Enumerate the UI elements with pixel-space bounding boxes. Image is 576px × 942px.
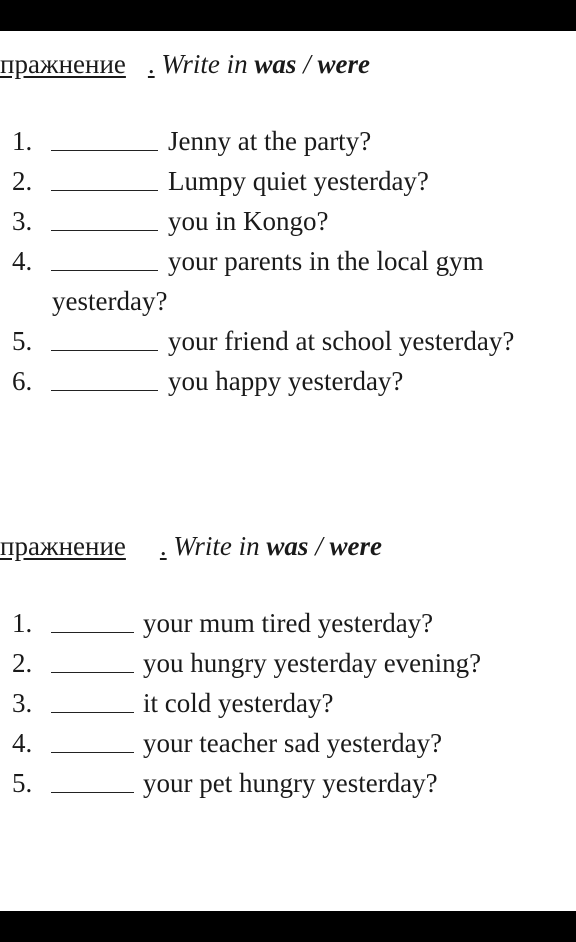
answer-blank[interactable] [51,270,158,271]
answer-blank[interactable] [51,350,158,351]
exercise-2-number: . [159,531,167,561]
worksheet-page: пражнение . Write in was / were 1. Jenny at the party? 2. Lumpy quiet yesterday? 3. you in Kongo? 4. your parents in the local gym yesterday? 5. your friend at school yesterday? 6. you happy yesterday? пражнение . Write in was / were 1. your mum tired yesterday? 2. you hungry yesterday evening? 3. it cold yesterday? 4. your teacher sad yesterday? 5. your pet hungry yesterday? [0,31,576,911]
exercise-2-instruction: Write in was / were [173,531,382,561]
answer-blank[interactable] [51,712,134,713]
exercise-1-label: пражнение [0,49,126,79]
answer-blank[interactable] [51,390,158,391]
exercise-2-label: пражнение [0,531,126,561]
answer-blank[interactable] [51,792,134,793]
answer-blank[interactable] [51,672,134,673]
exercise-2-heading [0,531,382,562]
exercise-1-heading [0,49,370,80]
answer-blank[interactable] [51,752,134,753]
answer-blank[interactable] [51,230,158,231]
answer-blank[interactable] [51,150,158,151]
top-black-bar [0,0,576,31]
bottom-black-bar [0,911,576,942]
answer-blank[interactable] [51,190,158,191]
exercise-1-number: . [147,49,155,79]
exercise-1-item-4-continuation: yesterday? [52,286,168,316]
answer-blank[interactable] [51,632,134,633]
exercise-1-instruction: Write in was / were [161,49,370,79]
